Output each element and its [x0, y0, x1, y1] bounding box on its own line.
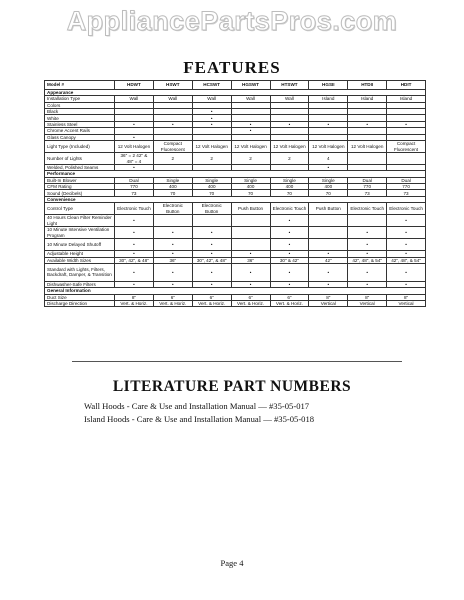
table-cell: 8" [348, 294, 387, 300]
feature-label: Discharge Direction [45, 300, 115, 306]
table-cell: 12 Volt Halogen [192, 141, 231, 153]
table-cell: Single [153, 177, 192, 183]
table-cell: Wall [192, 96, 231, 102]
table-cell: Vert. & Horiz. [153, 300, 192, 306]
table-cell: 12 Volt Halogen [348, 141, 387, 153]
table-cell: • [115, 239, 154, 251]
table-cell: • [387, 251, 426, 257]
table-cell: 770 [348, 184, 387, 190]
table-row [45, 263, 426, 281]
table-cell: Wall [115, 96, 154, 102]
table-cell: 6" [192, 294, 231, 300]
table-cell: • [231, 128, 270, 134]
table-cell: 36" [153, 257, 192, 263]
table-cell: • [387, 281, 426, 287]
table-cell [387, 153, 426, 165]
column-header: HGSWT [231, 81, 270, 90]
table-cell: • [153, 281, 192, 287]
feature-label: Light Type (Included) [45, 141, 115, 153]
table-cell: • [387, 215, 426, 227]
feature-label: Duct Size [45, 294, 115, 300]
table-cell: 70 [192, 190, 231, 196]
table-cell: 70 [231, 190, 270, 196]
table-cell: • [192, 227, 231, 239]
table-cell: • [270, 281, 309, 287]
table-cell: Compact Fluorescent [153, 141, 192, 153]
table-cell [231, 239, 270, 251]
table-cell: 6" [231, 294, 270, 300]
table-cell: • [192, 115, 231, 121]
table-cell: 70 [309, 190, 348, 196]
column-header-model: Model # [45, 81, 115, 90]
table-cell: • [115, 281, 154, 287]
table-cell: Vert. & Horiz. [115, 300, 154, 306]
table-cell: • [309, 251, 348, 257]
table-cell: Electronic Button [192, 203, 231, 215]
table-cell: Vertical [387, 300, 426, 306]
table-cell: • [387, 239, 426, 251]
table-cell: Push Button [231, 203, 270, 215]
table-cell: Vert. & Horiz. [231, 300, 270, 306]
table-cell [309, 227, 348, 239]
page-title: FEATURES [183, 58, 281, 77]
column-header: HGSII [309, 81, 348, 90]
table-row [45, 141, 426, 153]
table-cell: • [231, 281, 270, 287]
feature-label: Standard with Lights, Filters, Backdraft, Damper, & Transition [45, 263, 115, 281]
table-row [45, 203, 426, 215]
section-label: Convenience [45, 196, 426, 202]
table-cell: 8" [387, 294, 426, 300]
table-cell: • [270, 227, 309, 239]
table-cell: • [231, 263, 270, 281]
table-body [45, 90, 426, 307]
table-cell: Dual [115, 177, 154, 183]
island-hoods-manual-line: Island Hoods - Care & Use and Installation Manual — #35-05-018 [84, 414, 315, 424]
table-cell: Single [231, 177, 270, 183]
table-cell: Wall [231, 96, 270, 102]
table-cell: • [115, 134, 154, 140]
table-cell: 36" = 2 42" & 48" = 4 [115, 153, 154, 165]
table-cell: Island [387, 96, 426, 102]
table-cell [348, 153, 387, 165]
feature-label: Stainless Steel [45, 121, 115, 127]
features-table [44, 80, 426, 307]
table-cell: • [270, 251, 309, 257]
feature-label: Chrome Accent Rails [45, 128, 115, 134]
table-cell: 12 Volt Halogen [270, 141, 309, 153]
feature-label: Adjustable Height [45, 251, 115, 257]
feature-label: Available Width Sizes [45, 257, 115, 263]
table-cell: Compact Fluorescent [387, 141, 426, 153]
table-cell: 400 [153, 184, 192, 190]
table-cell: 70 [153, 190, 192, 196]
table-cell [231, 227, 270, 239]
column-header: HDWT [115, 81, 154, 90]
table-cell: 36" [231, 257, 270, 263]
column-header: HTSWT [270, 81, 309, 90]
table-cell: • [115, 165, 154, 171]
table-cell: Electronic Touch [270, 203, 309, 215]
table-cell: Single [270, 177, 309, 183]
table-cell: Single [192, 177, 231, 183]
table-cell: • [270, 121, 309, 127]
table-cell: • [192, 239, 231, 251]
column-header: HCSWT [192, 81, 231, 90]
feature-label: 10 Minute Intensive Ventilation Program [45, 227, 115, 239]
table-cell: Vert. & Horiz. [270, 300, 309, 306]
table-cell: • [192, 251, 231, 257]
table-cell: 8" [115, 294, 154, 300]
table-cell: 400 [231, 184, 270, 190]
table-cell: 400 [309, 184, 348, 190]
table-cell: 73 [348, 190, 387, 196]
table-cell: • [348, 227, 387, 239]
table-cell: • [309, 165, 348, 171]
literature-title: LITERATURE PART NUMBERS [112, 378, 352, 395]
column-header: HDIT [387, 81, 426, 90]
table-cell: 73 [115, 190, 154, 196]
feature-label: Colors [45, 102, 115, 108]
table-cell: 42", 48", & 54" [387, 257, 426, 263]
feature-label: Dishwasher-Safe Filters [45, 281, 115, 287]
table-cell: • [231, 251, 270, 257]
table-cell: 30" & 42" [270, 257, 309, 263]
table-cell: • [153, 227, 192, 239]
table-cell [231, 215, 270, 227]
page-number: Page 4 [220, 558, 244, 568]
table-cell [153, 215, 192, 227]
table-cell: Wall [270, 96, 309, 102]
feature-label: Installation Type [45, 96, 115, 102]
table-cell: 42" [309, 257, 348, 263]
table-cell: • [115, 215, 154, 227]
table-cell: • [153, 251, 192, 257]
feature-label: 40 Hours Clean Filter Reminder Light [45, 215, 115, 227]
table-row [45, 227, 426, 239]
table-row [45, 239, 426, 251]
table-cell: Vertical [348, 300, 387, 306]
table-cell: • [348, 281, 387, 287]
table-cell: • [270, 239, 309, 251]
table-cell: • [192, 109, 231, 115]
table-cell: • [309, 281, 348, 287]
feature-label: Control Type [45, 203, 115, 215]
table-cell: • [192, 263, 231, 281]
watermark-logo: AppliancePartsPros.com [66, 6, 398, 36]
table-cell: • [309, 263, 348, 281]
table-cell: • [115, 263, 154, 281]
table-cell: • [309, 121, 348, 127]
table-cell: 8" [309, 294, 348, 300]
table-row [45, 153, 426, 165]
table-cell: Vert. & Horiz. [192, 300, 231, 306]
table-cell: • [270, 263, 309, 281]
table-cell: • [153, 239, 192, 251]
table-cell: Single [309, 177, 348, 183]
table-cell: • [192, 121, 231, 127]
table-cell: Vertical [309, 300, 348, 306]
table-cell: 12 Volt Halogen [115, 141, 154, 153]
table-cell: • [348, 263, 387, 281]
feature-label: Black [45, 109, 115, 115]
table-cell: 70 [270, 190, 309, 196]
table-cell: • [231, 121, 270, 127]
table-cell: • [387, 227, 426, 239]
table-cell [348, 215, 387, 227]
column-header: HTDII [348, 81, 387, 90]
table-cell: • [153, 263, 192, 281]
table-cell: • [115, 251, 154, 257]
table-cell: 2 [231, 153, 270, 165]
table-cell: 12 Volt Halogen [309, 141, 348, 153]
table-cell: Dual [348, 177, 387, 183]
feature-label: White [45, 115, 115, 121]
feature-label: Number of Lights [45, 153, 115, 165]
table-cell: Island [309, 96, 348, 102]
table-cell: 4 [309, 153, 348, 165]
table-cell: 6" [270, 294, 309, 300]
table-cell: 2 [270, 153, 309, 165]
wall-hoods-manual-line: Wall Hoods - Care & Use and Installation Manual — #35-05-017 [84, 401, 310, 411]
table-cell: • [387, 121, 426, 127]
table-cell: 42", 48", & 54" [348, 257, 387, 263]
table-cell: 770 [115, 184, 154, 190]
feature-label: Sound (Decibels) [45, 190, 115, 196]
table-cell: Electronic Button [153, 203, 192, 215]
table-row [45, 300, 426, 306]
section-label: Performance [45, 171, 426, 177]
table-cell: • [387, 263, 426, 281]
table-cell: • [348, 239, 387, 251]
table-cell: 770 [387, 184, 426, 190]
table-cell [309, 215, 348, 227]
section-label: General Information [45, 288, 426, 294]
table-cell [309, 239, 348, 251]
table-cell: 30", 42", & 48" [115, 257, 154, 263]
table-cell [192, 215, 231, 227]
table-cell: Electronic Touch [348, 203, 387, 215]
table-cell: 30", 42", & 48" [192, 257, 231, 263]
table-cell: • [348, 121, 387, 127]
table-cell: Wall [153, 96, 192, 102]
table-cell: • [115, 227, 154, 239]
column-header: HSWT [153, 81, 192, 90]
table-cell: 12 Volt Halogen [231, 141, 270, 153]
table-cell: 400 [270, 184, 309, 190]
table-header-row [45, 81, 426, 90]
feature-label: Welded, Polished Seams [45, 165, 115, 171]
table-cell: 2 [192, 153, 231, 165]
feature-label: Glass Canopy [45, 134, 115, 140]
table-cell: 73 [387, 190, 426, 196]
table-cell: Island [348, 96, 387, 102]
table-cell: Dual [387, 177, 426, 183]
table-cell: • [348, 251, 387, 257]
feature-label: CFM Rating [45, 184, 115, 190]
table-cell: • [153, 121, 192, 127]
table-cell: 2 [153, 153, 192, 165]
table-cell: • [192, 281, 231, 287]
section-divider [72, 361, 402, 362]
table-row [45, 215, 426, 227]
table-cell: Electronic Touch [387, 203, 426, 215]
table-cell: 400 [192, 184, 231, 190]
table-cell: 6" [153, 294, 192, 300]
table-cell: Push Button [309, 203, 348, 215]
section-label: Appearance [45, 90, 426, 96]
feature-label: Built-In Blower [45, 177, 115, 183]
table-cell: • [270, 215, 309, 227]
table-cell: Electronic Touch [115, 203, 154, 215]
table-cell: • [115, 121, 154, 127]
feature-label: 10 Minute Delayed Shutoff [45, 239, 115, 251]
